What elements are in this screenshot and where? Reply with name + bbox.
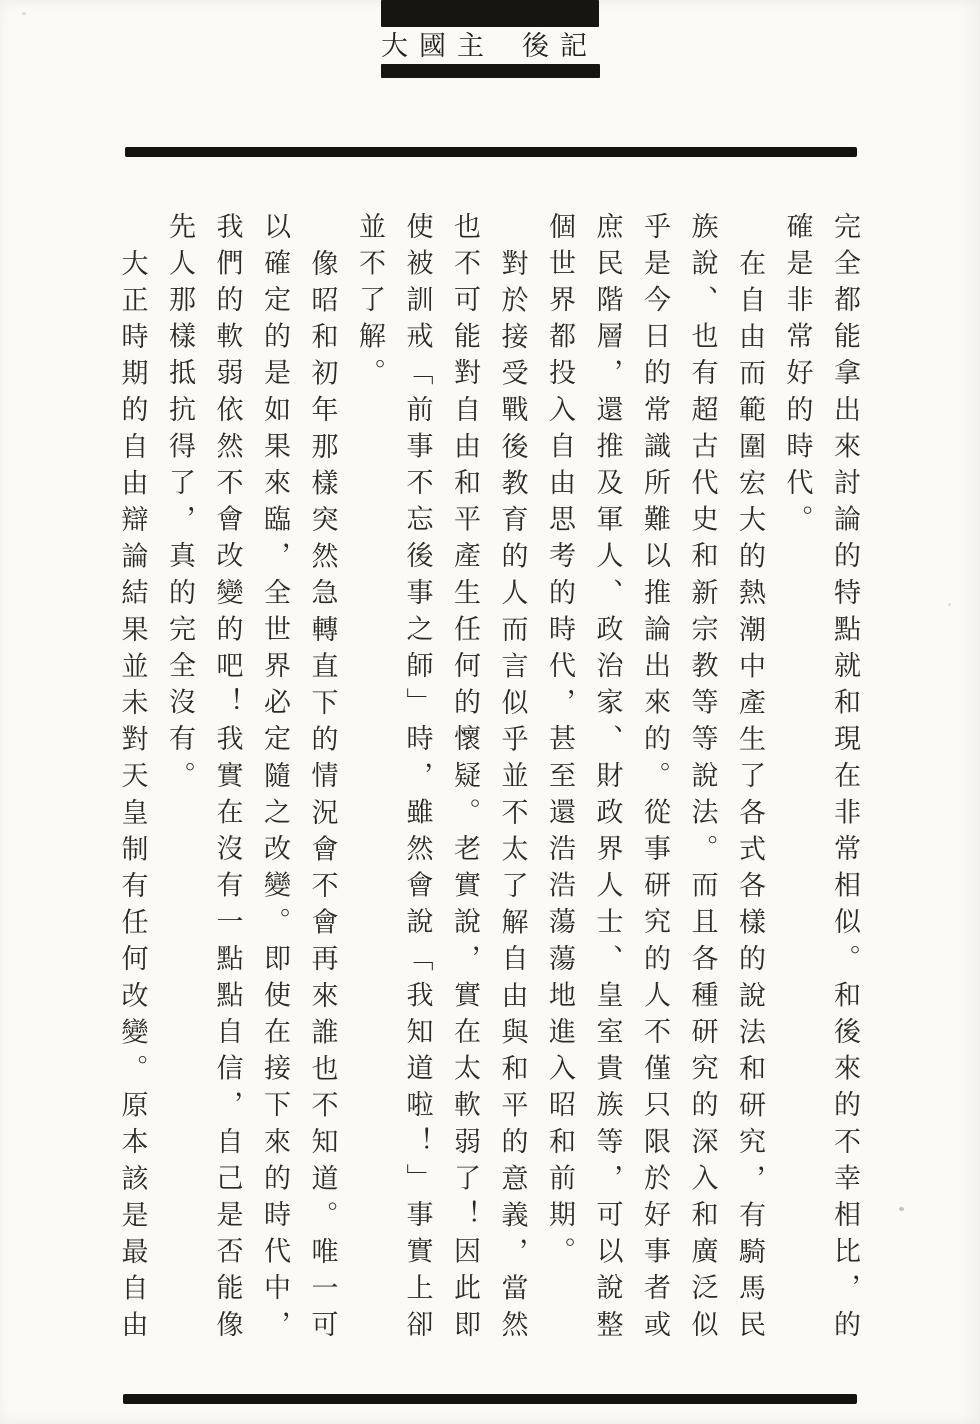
book-title: 大國主 bbox=[381, 31, 495, 61]
section-title: 後記 bbox=[522, 31, 598, 61]
paragraph: 對於接受戰後教育的人而言似乎並不太了解自由與和平的意義，當然也不可能對自由和平產生任何的懷疑。老實說，實在太軟弱了！因此即使被訓戒「前事不忘後事之師」時，雖然會說「我知道啦！」事實上卻並不了解。 bbox=[355, 212, 528, 1347]
page-title bbox=[381, 31, 603, 61]
scan-speck bbox=[22, 12, 26, 15]
paragraph: 在自由而範圍宏大的熱潮中產生了各式各樣的說法和研究，有騎馬民族說、也有超古代史和新宗教等等說法。而且各種研究的深入和廣泛似乎是今日的常識所難以推論出來的。從事研究的人不僅只限於好事者或庶民階層，還推及軍人、政治家、財政界人士、皇室貴族等，可以說整個世界都投入自由思考的時代，甚至還浩浩蕩蕩地進入昭和前期。 bbox=[545, 212, 765, 1347]
page-header bbox=[381, 0, 603, 78]
content-top-rule bbox=[125, 147, 857, 157]
vertical-text-block bbox=[108, 212, 868, 1348]
header-black-bar-bottom bbox=[381, 64, 600, 78]
content-bottom-rule bbox=[123, 1394, 857, 1404]
scan-speck bbox=[899, 1207, 904, 1211]
paragraph: 像昭和初年那樣突然急轉直下的情況會不會再來誰也不知道。唯一可以確定的是如果來臨，全世界必定隨之改變。即使在接下來的時代中，我們的軟弱依然不會改變的吧！我實在沒有一點點自信，自己是否能像先人那樣抵抗得了，真的完全沒有。 bbox=[165, 212, 338, 1347]
scan-speck bbox=[948, 603, 951, 606]
paragraph: 大正時期的自由辯論結果並未對天皇制有任何改變。原本該是最自由 bbox=[117, 248, 148, 1347]
paragraph: 完全都能拿出來討論的特點就和現在非常相似。和後來的不幸相比，的確是非常好的時代。 bbox=[782, 212, 860, 1347]
header-black-bar-top bbox=[381, 0, 599, 27]
